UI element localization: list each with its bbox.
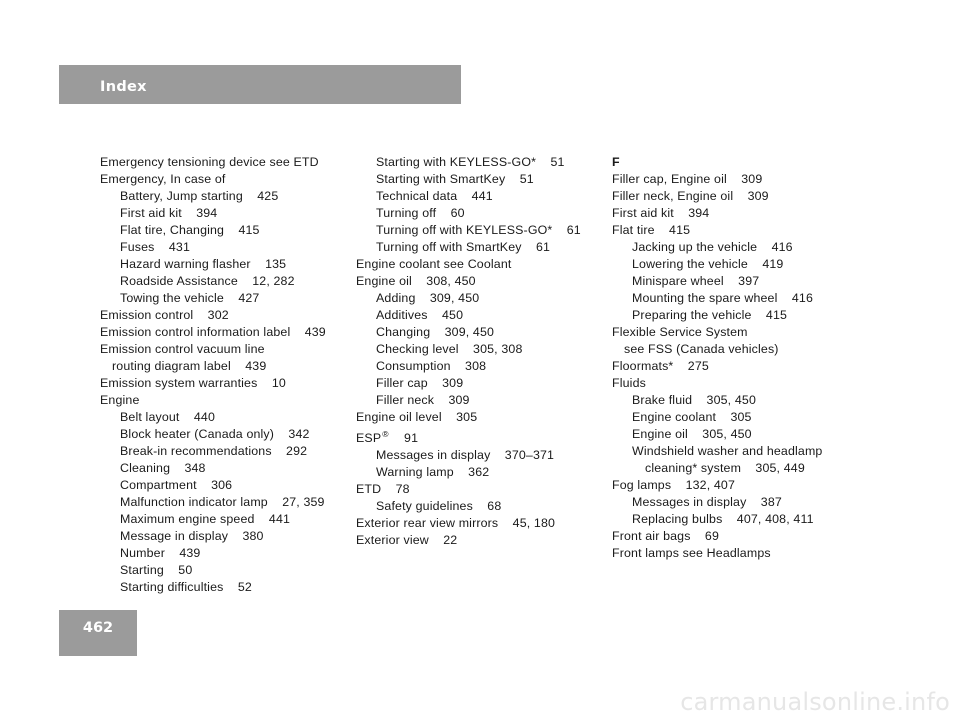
index-entry bbox=[356, 290, 608, 307]
index-entry bbox=[356, 498, 608, 515]
index-entry-text: Replacing bulbs 407, 408, 411 bbox=[632, 512, 814, 526]
index-entry-text: routing diagram label 439 bbox=[112, 359, 267, 373]
index-entry-text: Flat tire 415 bbox=[612, 223, 691, 237]
index-entry-text: Message in display 380 bbox=[120, 529, 264, 543]
index-entry-text: Number 439 bbox=[120, 546, 201, 560]
index-entry bbox=[100, 273, 352, 290]
index-entry-text: Maximum engine speed 441 bbox=[120, 512, 291, 526]
index-entry bbox=[100, 171, 352, 188]
index-entry bbox=[356, 273, 608, 290]
index-entry bbox=[356, 154, 608, 171]
index-entry-text: Changing 309, 450 bbox=[376, 325, 495, 339]
index-entry bbox=[612, 290, 892, 307]
index-entry bbox=[100, 341, 352, 358]
index-entry-text: Engine bbox=[100, 393, 140, 407]
index-entry bbox=[612, 188, 892, 205]
index-entry bbox=[612, 477, 892, 494]
index-entry bbox=[612, 307, 892, 324]
index-entry-text: F bbox=[612, 155, 620, 169]
index-entry bbox=[612, 375, 892, 392]
index-entry-text: Flat tire, Changing 415 bbox=[120, 223, 260, 237]
index-entry-text: Break-in recommendations 292 bbox=[120, 444, 308, 458]
header-bar bbox=[59, 65, 461, 104]
index-entry bbox=[356, 341, 608, 358]
index-entry-page-ref: 91 bbox=[389, 431, 419, 445]
index-entry bbox=[356, 532, 608, 549]
index-entry bbox=[356, 481, 608, 498]
index-entry bbox=[612, 528, 892, 545]
index-entry bbox=[100, 290, 352, 307]
index-entry-text: Engine coolant see Coolant bbox=[356, 257, 512, 271]
index-entry bbox=[356, 205, 608, 222]
index-entry-text: Flexible Service System bbox=[612, 325, 748, 339]
index-entry-text: Exterior view 22 bbox=[356, 533, 458, 547]
index-entry bbox=[100, 494, 352, 511]
index-entry-text: Turning off with KEYLESS-GO* 61 bbox=[376, 223, 581, 237]
index-entry-text: Warning lamp 362 bbox=[376, 465, 490, 479]
index-entry-text: Malfunction indicator lamp 27, 359 bbox=[120, 495, 325, 509]
index-entry bbox=[356, 392, 608, 409]
index-entry-text: Windshield washer and headlamp bbox=[632, 444, 823, 458]
index-entry bbox=[612, 545, 892, 562]
index-entry bbox=[356, 447, 608, 464]
index-entry-text: Filler cap, Engine oil 309 bbox=[612, 172, 763, 186]
index-entry-text: Engine oil 308, 450 bbox=[356, 274, 476, 288]
page-title: Index bbox=[100, 79, 147, 95]
index-entry-text: Engine oil 305, 450 bbox=[632, 427, 752, 441]
index-entry bbox=[100, 426, 352, 443]
index-entry-text: Battery, Jump starting 425 bbox=[120, 189, 279, 203]
index-entry-text: Starting with KEYLESS-GO* 51 bbox=[376, 155, 565, 169]
index-entry-text: Emission control information label 439 bbox=[100, 325, 326, 339]
index-entry-text: Filler neck, Engine oil 309 bbox=[612, 189, 769, 203]
index-entry-text: Technical data 441 bbox=[376, 189, 493, 203]
index-entry bbox=[612, 426, 892, 443]
index-entry bbox=[612, 256, 892, 273]
index-entry-text: ETD 78 bbox=[356, 482, 410, 496]
index-entry bbox=[356, 515, 608, 532]
index-entry bbox=[612, 409, 892, 426]
index-entry-text: Adding 309, 450 bbox=[376, 291, 480, 305]
index-entry-text: cleaning* system 305, 449 bbox=[645, 461, 805, 475]
index-entry bbox=[100, 460, 352, 477]
index-entry bbox=[356, 239, 608, 256]
index-entry bbox=[100, 222, 352, 239]
index-entry-text: Starting with SmartKey 51 bbox=[376, 172, 534, 186]
index-entry-text: Starting difficulties 52 bbox=[120, 580, 252, 594]
index-entry-text: Jacking up the vehicle 416 bbox=[632, 240, 793, 254]
index-entry-text: First aid kit 394 bbox=[612, 206, 710, 220]
index-entry bbox=[612, 392, 892, 409]
index-entry bbox=[612, 205, 892, 222]
index-entry-text: Additives 450 bbox=[376, 308, 464, 322]
index-entry-text: Towing the vehicle 427 bbox=[120, 291, 260, 305]
index-entry-text: Engine coolant 305 bbox=[632, 410, 752, 424]
index-entry bbox=[100, 443, 352, 460]
index-entry bbox=[100, 409, 352, 426]
index-entry bbox=[100, 205, 352, 222]
index-entry bbox=[356, 222, 608, 239]
index-entry bbox=[612, 494, 892, 511]
index-entry-text: ESP bbox=[356, 431, 382, 445]
index-entry-text: Emergency, In case of bbox=[100, 172, 226, 186]
index-entry bbox=[356, 358, 608, 375]
index-entry bbox=[100, 579, 352, 596]
index-entry-text: Exterior rear view mirrors 45, 180 bbox=[356, 516, 556, 530]
index-entry-text: see FSS (Canada vehicles) bbox=[624, 342, 779, 356]
index-entry bbox=[612, 443, 892, 460]
index-entry bbox=[100, 307, 352, 324]
index-entry bbox=[100, 511, 352, 528]
index-entry bbox=[356, 171, 608, 188]
index-entry bbox=[100, 375, 352, 392]
index-entry bbox=[356, 464, 608, 481]
index-entry bbox=[100, 528, 352, 545]
index-entry-text: Turning off with SmartKey 61 bbox=[376, 240, 551, 254]
index-column-3 bbox=[612, 154, 892, 562]
page-number: 462 bbox=[82, 620, 114, 636]
index-entry bbox=[356, 307, 608, 324]
watermark: carmanualsonline.info bbox=[680, 688, 950, 716]
index-entry bbox=[100, 188, 352, 205]
index-entry-text: Filler neck 309 bbox=[376, 393, 470, 407]
index-entry-text: Mounting the spare wheel 416 bbox=[632, 291, 813, 305]
index-entry bbox=[356, 409, 608, 426]
index-entry bbox=[100, 239, 352, 256]
index-entry-text: Safety guidelines 68 bbox=[376, 499, 502, 513]
index-entry bbox=[356, 256, 608, 273]
index-entry-text: Lowering the vehicle 419 bbox=[632, 257, 784, 271]
registered-mark: ® bbox=[382, 429, 389, 439]
index-entry bbox=[356, 375, 608, 392]
index-entry bbox=[612, 273, 892, 290]
index-entry bbox=[100, 154, 352, 171]
index-entry-text: Emission system warranties 10 bbox=[100, 376, 286, 390]
index-entry-text: Messages in display 387 bbox=[632, 495, 782, 509]
index-entry-text: Block heater (Canada only) 342 bbox=[120, 427, 310, 441]
index-entry-text: Belt layout 440 bbox=[120, 410, 216, 424]
index-entry-text: Checking level 305, 308 bbox=[376, 342, 523, 356]
index-entry-text: Front lamps see Headlamps bbox=[612, 546, 771, 560]
index-entry bbox=[612, 460, 892, 477]
index-entry-text: Brake fluid 305, 450 bbox=[632, 393, 756, 407]
index-entry-text: Minispare wheel 397 bbox=[632, 274, 760, 288]
index-entry bbox=[356, 426, 608, 447]
index-entry-text: Compartment 306 bbox=[120, 478, 233, 492]
index-entry bbox=[100, 477, 352, 494]
index-entry bbox=[612, 511, 892, 528]
index-entry-text: Roadside Assistance 12, 282 bbox=[120, 274, 295, 288]
index-entry bbox=[100, 562, 352, 579]
index-entry bbox=[356, 188, 608, 205]
index-entry bbox=[100, 358, 352, 375]
index-entry-text: Preparing the vehicle 415 bbox=[632, 308, 788, 322]
index-letter-heading bbox=[612, 154, 892, 171]
index-entry bbox=[356, 324, 608, 341]
index-entry-text: Fluids bbox=[612, 376, 646, 390]
index-entry-text: Emission control vacuum line bbox=[100, 342, 265, 356]
index-entry-text: Engine oil level 305 bbox=[356, 410, 478, 424]
index-entry bbox=[612, 222, 892, 239]
index-column-2 bbox=[356, 154, 608, 549]
page-number-box bbox=[59, 610, 137, 656]
index-entry-text: Filler cap 309 bbox=[376, 376, 464, 390]
index-entry bbox=[612, 324, 892, 341]
index-entry-text: Fuses 431 bbox=[120, 240, 190, 254]
index-entry bbox=[612, 341, 892, 358]
index-entry-text: Messages in display 370–371 bbox=[376, 448, 555, 462]
index-entry-text: Emission control 302 bbox=[100, 308, 229, 322]
index-entry-text: Front air bags 69 bbox=[612, 529, 719, 543]
index-entry-text: Fog lamps 132, 407 bbox=[612, 478, 735, 492]
index-column-1 bbox=[100, 154, 352, 596]
index-entry-text: Cleaning 348 bbox=[120, 461, 206, 475]
index-entry bbox=[612, 239, 892, 256]
index-entry-text: Emergency tensioning device see ETD bbox=[100, 155, 319, 169]
index-entry bbox=[100, 392, 352, 409]
index-entry-text: Turning off 60 bbox=[376, 206, 465, 220]
index-entry-text: Hazard warning flasher 135 bbox=[120, 257, 287, 271]
index-entry bbox=[612, 171, 892, 188]
index-entry-text: First aid kit 394 bbox=[120, 206, 218, 220]
index-entry bbox=[612, 358, 892, 375]
index-entry bbox=[100, 545, 352, 562]
index-entry bbox=[100, 324, 352, 341]
index-entry-text: Consumption 308 bbox=[376, 359, 487, 373]
index-entry-text: Floormats* 275 bbox=[612, 359, 709, 373]
index-entry bbox=[100, 256, 352, 273]
index-entry-text: Starting 50 bbox=[120, 563, 193, 577]
